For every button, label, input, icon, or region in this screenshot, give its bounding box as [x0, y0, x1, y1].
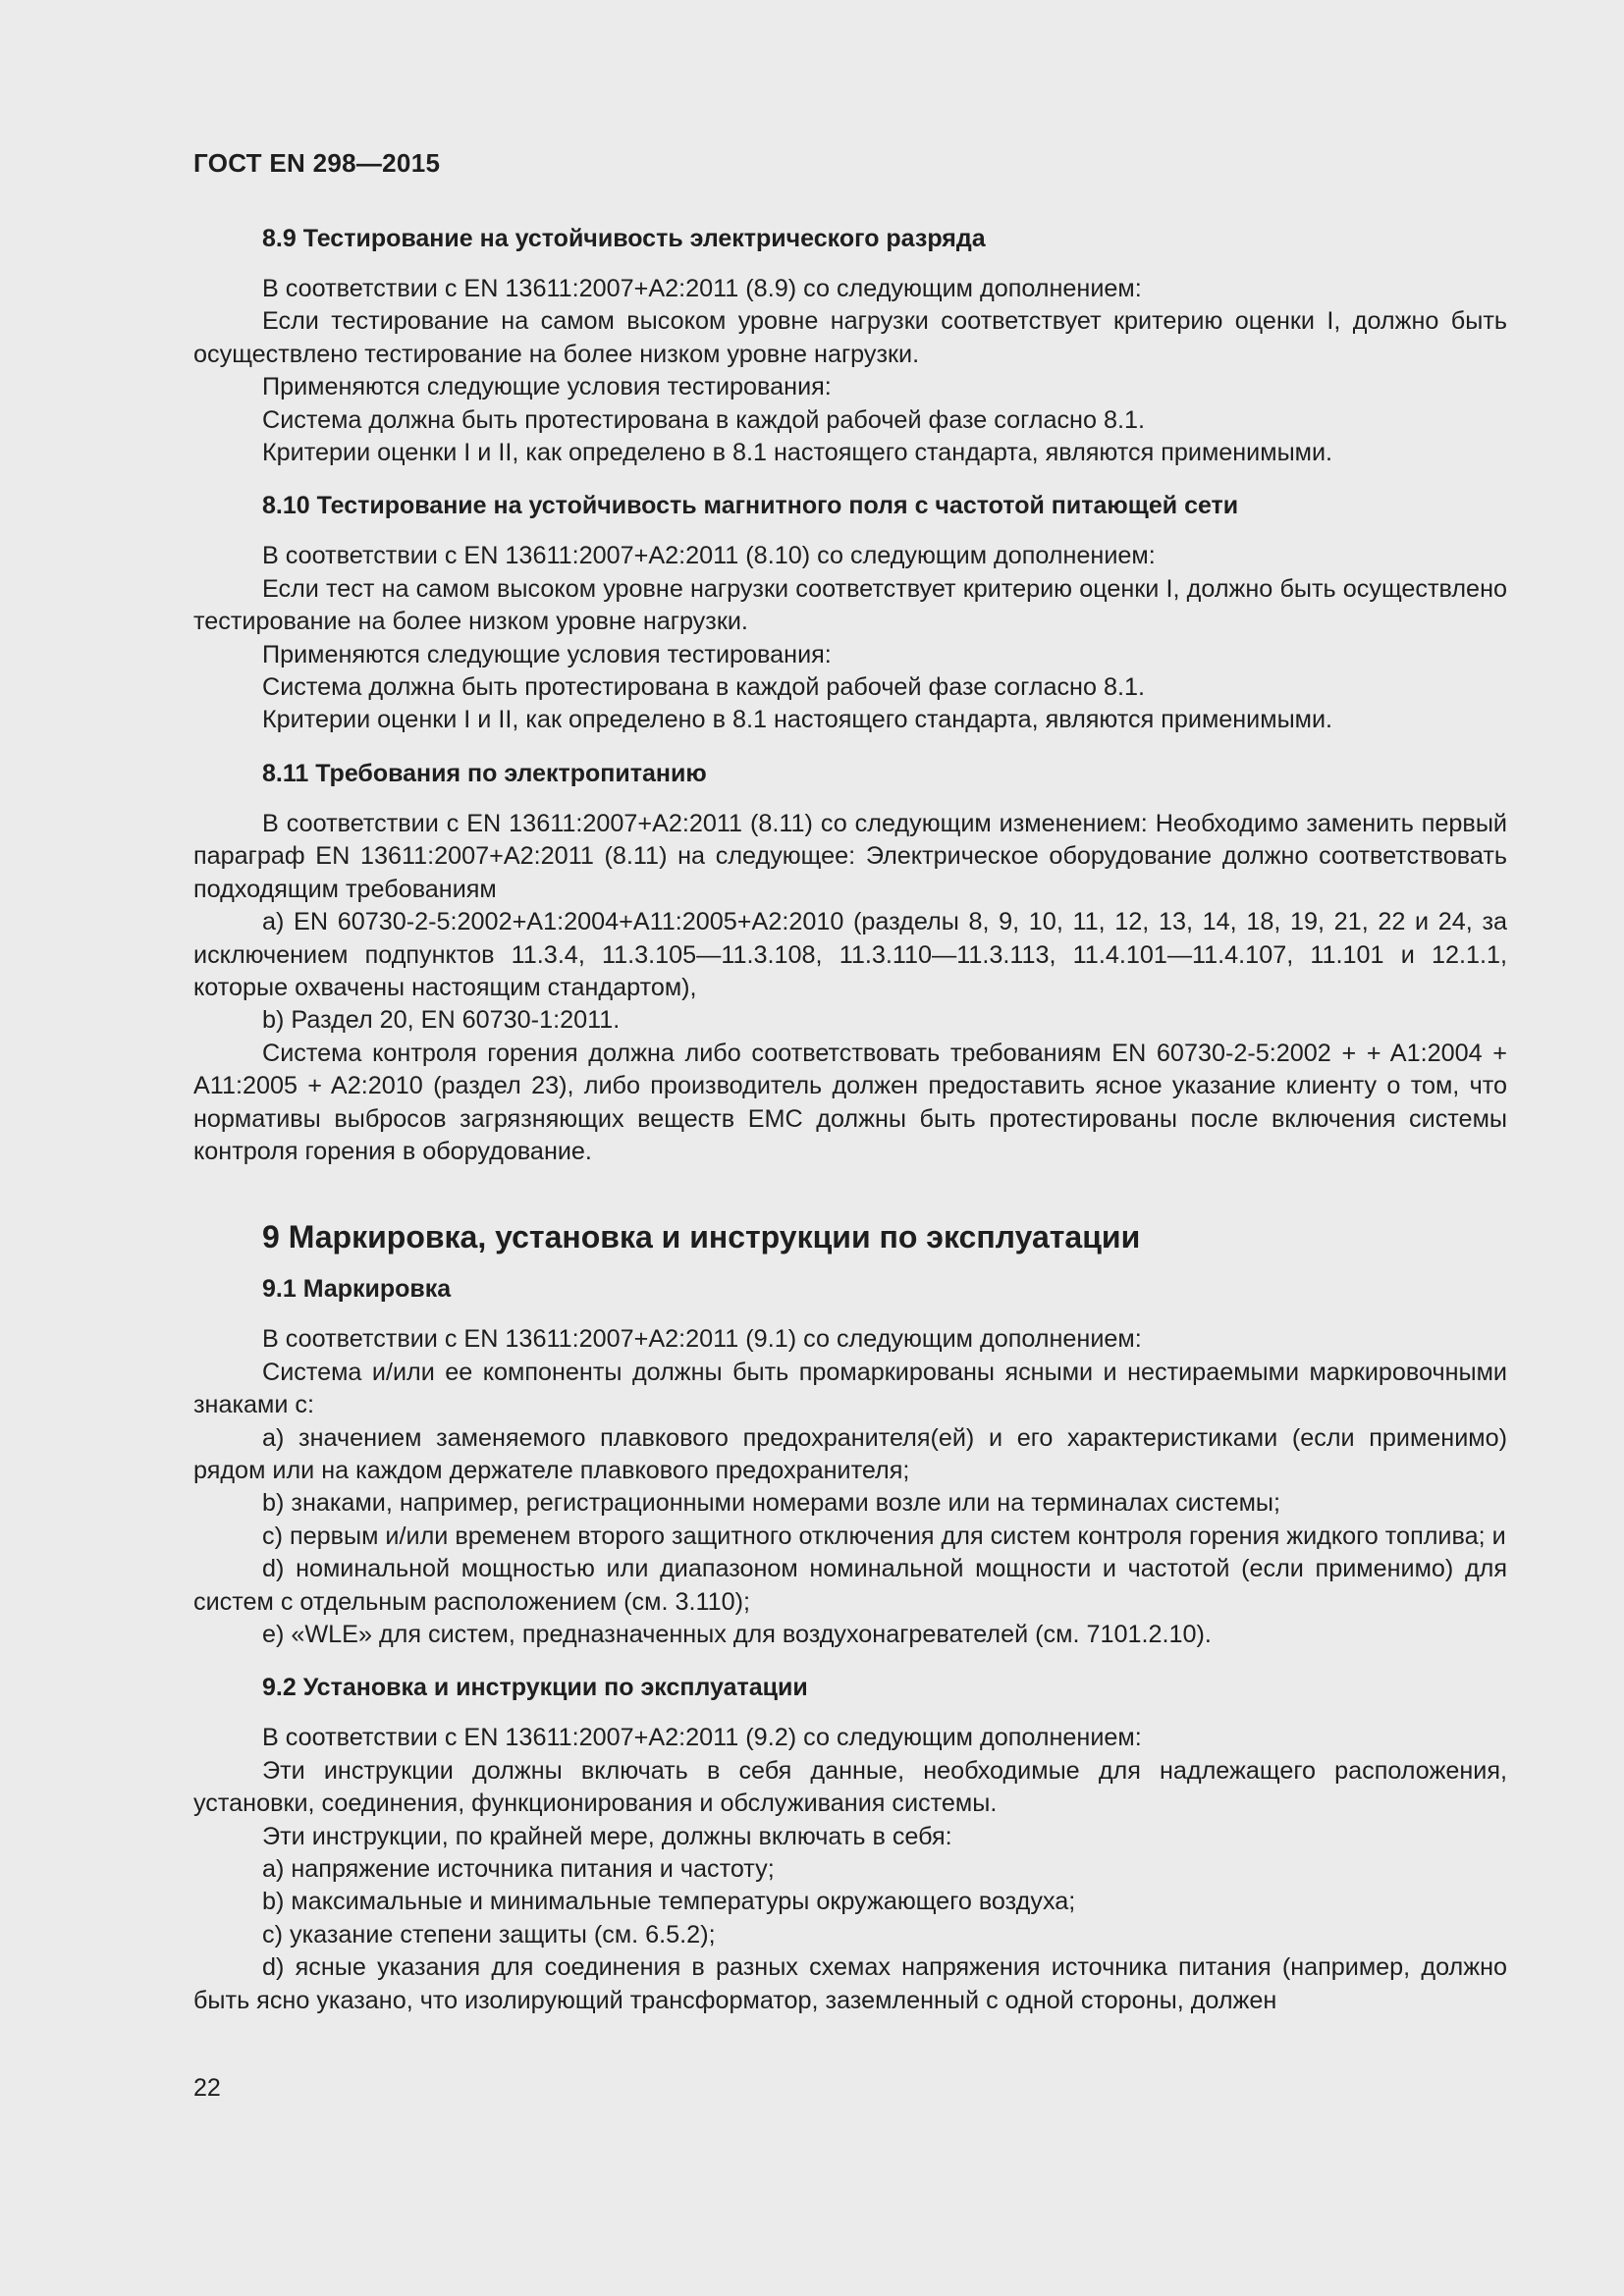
paragraph: Система и/или ее компоненты должны быть промаркированы ясными и нестираемыми маркировочными знаками с:	[193, 1358, 1507, 1419]
paragraph: В соответствии с EN 13611:2007+A2:2011 (9.2) со следующим дополнением:	[262, 1724, 1142, 1752]
section-title-8-9: 8.9 Тестирование на устойчивость электрического разряда	[262, 225, 986, 252]
list-item: b) знаками, например, регистрационными номерами возле или на терминалах системы;	[262, 1489, 1281, 1518]
paragraph: Эти инструкции, по крайней мере, должны включать в себя:	[262, 1822, 952, 1850]
section-title-8-10: 8.10 Тестирование на устойчивость магнитного поля с частотой питающей сети	[262, 492, 1239, 520]
list-item: a) напряжение источника питания и частоту;	[262, 1855, 775, 1884]
paragraph: b) Раздел 20, EN 60730-1:2011.	[262, 1006, 621, 1035]
section-title-9-1: 9.1 Маркировка	[262, 1275, 452, 1304]
paragraph: Если тестирование на самом высоком уровне нагрузки соответствует критерию оценки I, должно быть осуществлено тестирование на более низком уровне нагрузки.	[193, 307, 1507, 368]
list-item: d) ясные указания для соединения в разных схемах напряжения источника питания (например, должно быть ясно указано, что изолирующий трансформатор, заземленный с одной стороны, должен	[193, 1953, 1507, 2014]
paragraph: Применяются следующие условия тестирования:	[262, 640, 832, 668]
list-item: c) указание степени защиты (см. 6.5.2);	[262, 1920, 716, 1949]
list-item: d) номинальной мощностью или диапазоном номинальной мощности и частотой (если применимо) для систем с отдельным расположением (см. 3.110);	[193, 1555, 1507, 1616]
paragraph: В соответствии с EN 13611:2007+A2:2011 (8.9) со следующим дополнением:	[262, 275, 1142, 302]
page-number: 22	[193, 2074, 221, 2102]
list-item: e) «WLE» для систем, предназначенных для воздухонагревателей (см. 7101.2.10).	[262, 1621, 1212, 1648]
document-header: ГОСТ EN 298—2015	[193, 148, 441, 178]
paragraph: В соответствии с EN 13611:2007+A2:2011 (8.10) со следующим дополнением:	[262, 542, 1156, 570]
section-title-8-11: 8.11 Требования по электропитанию	[262, 759, 707, 787]
paragraph: Применяются следующие условия тестирования:	[262, 373, 832, 401]
paragraph: Система контроля горения должна либо соответствовать требованиям EN 60730-2-5:2002 + + A1:2004 + A11:2005 + A2:2010 (раздел 23), либо производитель должен предоставить ясное указание клиенту о том, что нормативы выбросов загрязняющих веществ EMC должны быть протестированы после включения системы контроля горения в оборудование.	[193, 1039, 1507, 1165]
paragraph: Система должна быть протестирована в каждой рабочей фазе согласно 8.1.	[262, 673, 1145, 702]
paragraph: Если тест на самом высоком уровне нагрузки соответствует критерию оценки I, должно быть осуществлено тестирование на более низком уровне нагрузки.	[193, 574, 1507, 636]
list-item: c) первым и/или временем второго защитного отключения для систем контроля горения жидкого топлива; и	[262, 1522, 1506, 1550]
paragraph: В соответствии с EN 13611:2007+A2:2011 (8.11) со следующим изменением: Необходимо заменить первый параграф EN 13611:2007+A2:2011 (8.11) на следующее: Электрическое оборудование должно соответствовать подходящим требованиям	[193, 809, 1507, 903]
paragraph: Критерии оценки I и II, как определено в 8.1 настоящего стандарта, являются применимыми.	[262, 439, 1333, 467]
paragraph: В соответствии с EN 13611:2007+A2:2011 (9.1) со следующим дополнением:	[262, 1325, 1142, 1354]
paragraph: Критерии оценки I и II, как определено в 8.1 настоящего стандарта, являются применимыми.	[262, 706, 1333, 734]
paragraph: Эти инструкции должны включать в себя данные, необходимые для надлежащего расположения, установки, соединения, функционирования и обслуживания системы.	[193, 1756, 1507, 1818]
page-content	[193, 222, 1507, 2017]
section-title-9-2: 9.2 Установка и инструкции по эксплуатации	[262, 1674, 808, 1702]
list-item: b) максимальные и минимальные температуры окружающего воздуха;	[262, 1888, 1076, 1916]
paragraph: Система должна быть протестирована в каждой рабочей фазе согласно 8.1.	[262, 405, 1145, 434]
paragraph: a) EN 60730-2-5:2002+A1:2004+A11:2005+A2:2010 (разделы 8, 9, 10, 11, 12, 13, 14, 18, 19, 21, 22 и 24, за исключением подпунктов 11.3.4, 11.3.105—11.3.108, 11.3.110—11.3.113, 11.4.101—11.4.107, 11.101 и 12.1.1, которые охвачены настоящим стандартом),	[193, 908, 1507, 1001]
list-item: a) значением заменяемого плавкового предохранителя(ей) и его характеристиками (если применимо) рядом или на каждом держателе плавкового предохранителя;	[193, 1423, 1507, 1484]
chapter-title-9: 9 Маркировка, установка и инструкции по эксплуатации	[262, 1219, 1141, 1255]
